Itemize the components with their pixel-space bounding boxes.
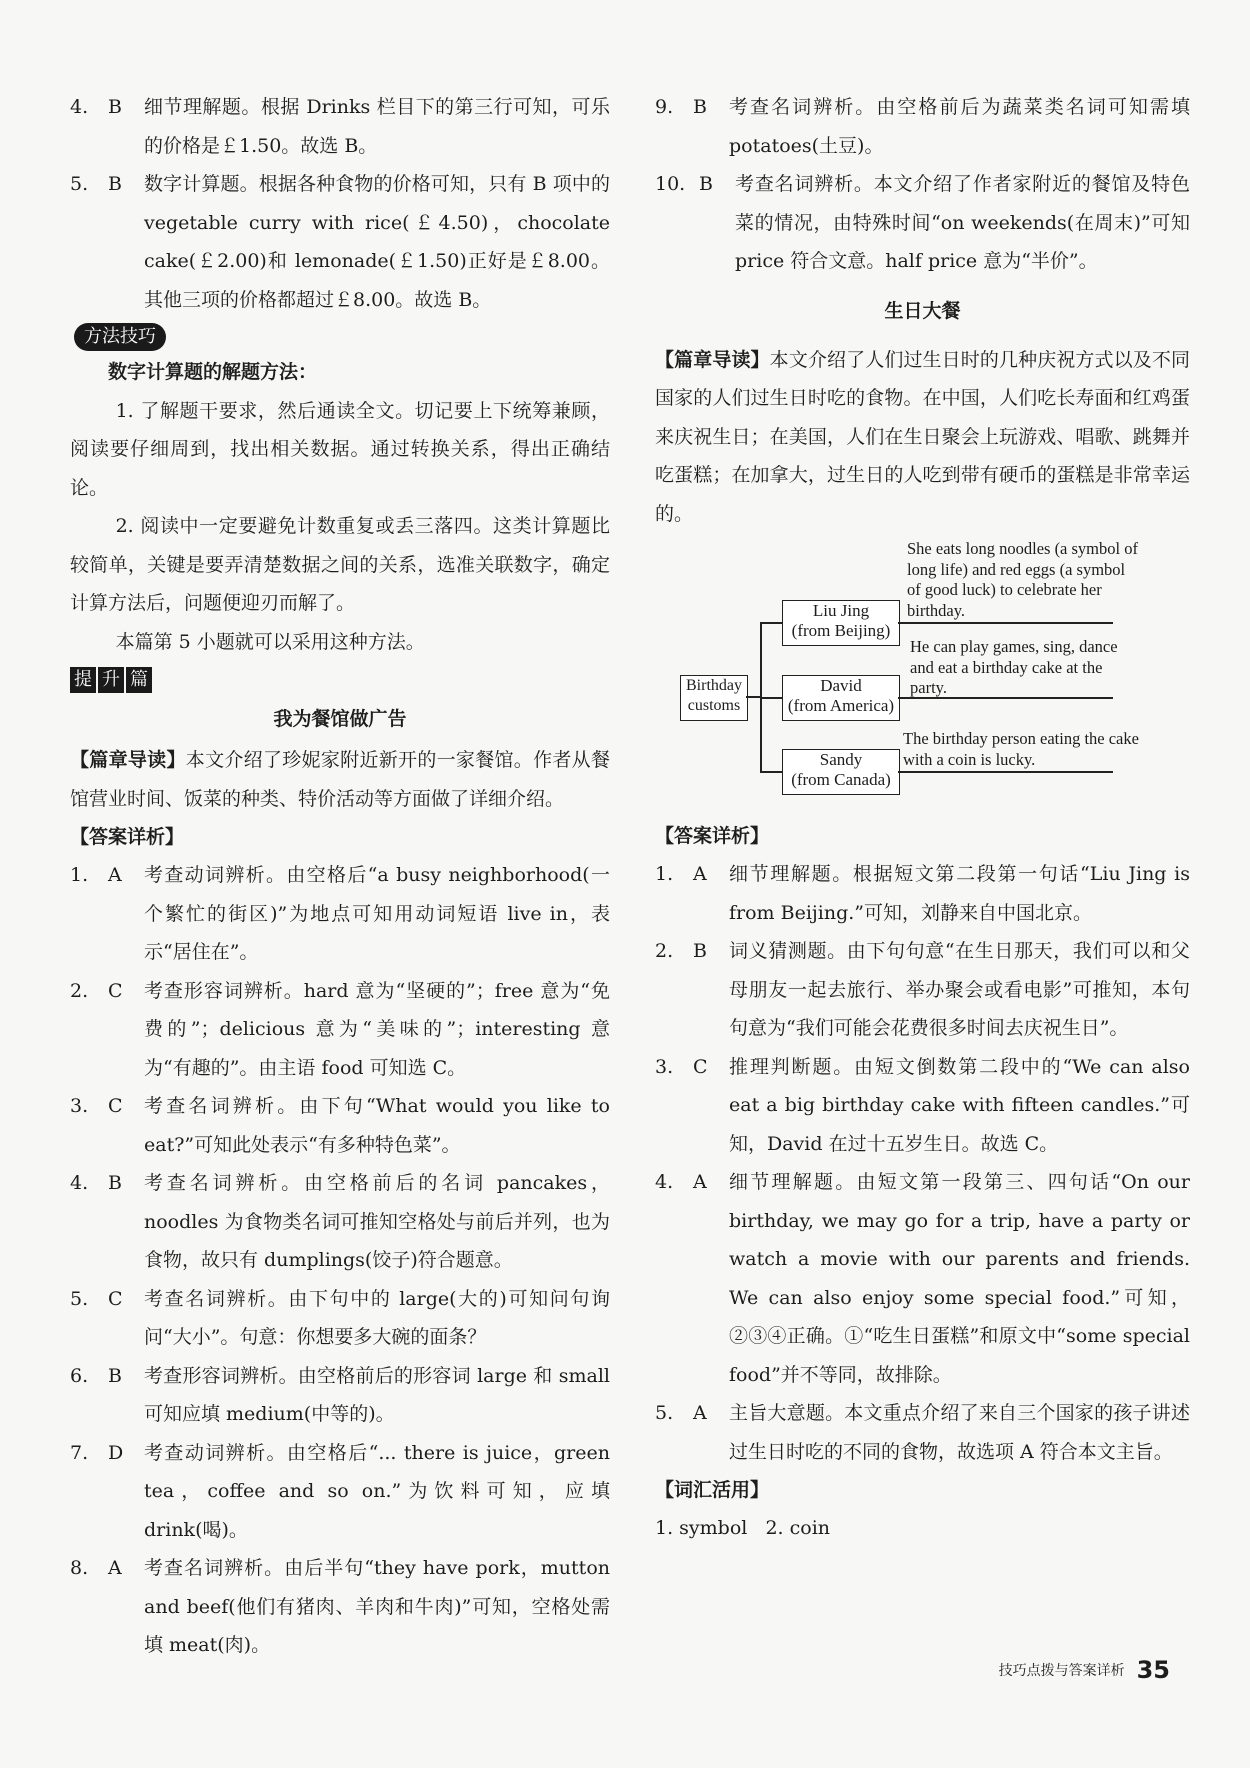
item-text: 考查名词辨析。由空格前后为蔬菜类名词可知需填 potatoes(土豆)。 (729, 96, 1190, 157)
item-number: 8. (70, 1557, 89, 1579)
item-number: 5. (70, 1287, 89, 1310)
node-origin: (from Canada) (791, 770, 891, 789)
intro-label: 【篇章导读】 (655, 348, 770, 371)
item-number: 1. (70, 864, 89, 886)
connector-line (898, 622, 1113, 624)
item-text: 考查名词辨析。由空格前后的名词 pancakes，noodles 为食物类名词可推知空格处与前后并列，也为食物，故只有 dumplings(饺子)符合题意。 (144, 1172, 610, 1271)
footer-label: 技巧点拨与答案详析 (998, 1663, 1125, 1679)
article-title: 我为餐馆做广告 (273, 708, 407, 730)
item-number: 3. (70, 1095, 89, 1117)
item-number: 4. (70, 96, 89, 118)
item-answer: B (108, 173, 122, 195)
item-number: 3. (655, 1055, 674, 1078)
item-number: 5. (655, 1402, 674, 1424)
item-number: 2. (655, 940, 674, 962)
page-footer (999, 1656, 1170, 1684)
item-answer: B (108, 1172, 122, 1194)
item-text: 考查形容词辨析。hard 意为“坚硬的”；free 意为“免费的”；delicious 意为“美味的”；interesting 意为“有趣的”。由主语 food 可知选 C。 (144, 979, 610, 1079)
item-answer: C (108, 1287, 123, 1310)
diagram-node-david (782, 675, 900, 721)
tips-title: 数字计算题的解题方法： (108, 361, 318, 383)
answer-item (70, 1280, 610, 1357)
item-text: 考查名词辨析。本文介绍了作者家附近的餐馆及特色菜的情况，由特殊时间“on weekends(在周末)”可知 price 符合文意。half price 意为“半价”。 (735, 173, 1190, 272)
node-origin: (from America) (787, 696, 895, 715)
answer-item (70, 1087, 610, 1164)
tips-paragraph: 2. 阅读中一定要避免计数重复或丢三落四。这类计算题比较简单，关键是要弄清楚数据之间的关系，选准关联数字，确定计算方法后，问题便迎刃而解了。 (70, 515, 610, 614)
item-answer: B (699, 173, 713, 195)
intro-text: 本文介绍了珍妮家附近新开的一家餐馆。作者从餐馆营业时间、饭菜的种类、特价活动等方面做了详细介绍。 (70, 749, 610, 810)
right-column (655, 88, 1190, 1548)
item-answer: C (693, 1055, 708, 1078)
intro-paragraph (655, 341, 1190, 534)
answer-item (70, 972, 610, 1088)
item-text: 考查名词辨析。由下句中的 large(大的)可知问句询问“大小”。句意：你想要多大碗的面条？ (144, 1287, 610, 1348)
item-number: 5. (70, 173, 89, 195)
article-title: 生日大餐 (884, 299, 961, 322)
item-answer: A (693, 863, 707, 885)
node-origin: (from Beijing) (791, 621, 891, 640)
connector-line (760, 622, 782, 624)
node-name: Sandy (819, 750, 863, 769)
item-number: 7. (70, 1441, 89, 1464)
item-number: 1. (655, 863, 674, 885)
item-text: 考查名词辨析。由后半句“they have pork，mutton and beef(他们有猪肉、羊肉和牛肉)”可知，空格处需填 meat(肉)。 (144, 1557, 610, 1656)
item-answer: B (108, 1364, 122, 1387)
intro-label: 【篇章导读】 (70, 749, 186, 771)
item-number: 4. (70, 1172, 89, 1194)
item-number: 6. (70, 1364, 89, 1387)
answer-item (655, 88, 1190, 165)
item-text: 考查形容词辨析。由空格前后的形容词 large 和 small 可知应填 medium(中等的)。 (144, 1364, 610, 1425)
item-number: 2. (70, 979, 89, 1002)
connector-line (760, 771, 782, 773)
tips-paragraph: 本篇第 5 小题就可以采用这种方法。 (115, 630, 425, 653)
level-char: 提 (70, 667, 96, 693)
item-text: 主旨大意题。本文重点介绍了来自三个国家的孩子讲述过生日时吃的不同的食物，故选项 A 符合本文主旨。 (729, 1402, 1190, 1463)
item-text: 细节理解题。根据 Drinks 栏目下的第三行可知，可乐的价格是￡1.50。故选 B。 (144, 96, 610, 157)
level-badge (70, 667, 154, 693)
answer-item (655, 932, 1190, 1048)
level-char: 升 (98, 667, 124, 693)
connector-line (898, 771, 1113, 773)
diagram-root: Birthday customs (680, 675, 748, 721)
item-text: 数字计算题。根据各种食物的价格可知，只有 B 项中的 vegetable curry with rice(￡4.50)，chocolate cake(￡2.00)和 lemonade(￡1.50)正好是￡8.00。其他三项的价格都超过￡8.00。故选 B。 (144, 173, 610, 311)
diagram-node-sandy (782, 749, 900, 795)
item-number: 10. (655, 173, 686, 195)
item-answer: C (108, 1095, 123, 1117)
item-answer: A (693, 1171, 707, 1193)
item-answer: B (693, 96, 707, 118)
item-text: 考查名词辨析。由下句“What would you like to eat?”可知此处表示“有多种特色菜”。 (144, 1095, 610, 1156)
answer-item (70, 1164, 610, 1280)
connector-line (760, 697, 782, 699)
item-number: 4. (655, 1171, 674, 1193)
answer-item (655, 1163, 1190, 1394)
node-name: David (820, 676, 862, 695)
item-answer: D (108, 1441, 124, 1464)
intro-text: 本文介绍了人们过生日时的几种庆祝方式以及不同国家的人们过生日时吃的食物。在中国，人们吃长寿面和红鸡蛋来庆祝生日；在美国，人们在生日聚会上玩游戏、唱歌、跳舞并吃蛋糕；在加拿大，过生日的人吃到带有硬币的蛋糕是非常幸运的。 (655, 348, 1190, 525)
page-number: 35 (1136, 1656, 1170, 1684)
item-text: 推理判断题。由短文倒数第二段中的“We can also eat a big birthday cake with fifteen candles.”可知，David 在过十五岁生日。故选 C。 (729, 1055, 1190, 1155)
item-text: 词义猜测题。由下句句意“在生日那天，我们可以和父母朋友一起去旅行、举办聚会或看电影”可推知，本句句意为“我们可能会花费很多时间去庆祝生日”。 (729, 940, 1190, 1039)
answer-item (70, 856, 610, 972)
diagram-node-liu-jing (782, 600, 900, 646)
item-text: 细节理解题。根据短文第二段第一句话“Liu Jing is from Beijing.”可知，刘静来自中国北京。 (729, 863, 1190, 924)
answers-label: 【答案详析】 (70, 826, 185, 848)
item-answer: A (108, 864, 122, 886)
answer-item (655, 165, 1190, 281)
birthday-customs-diagram (655, 537, 1190, 817)
answer-item (655, 1394, 1190, 1471)
item-text: 考查动词辨析。由空格后“a busy neighborhood(一个繁忙的街区)”为地点可知用动词短语 live in，表示“居住在”。 (144, 864, 610, 963)
connector-line (746, 696, 760, 698)
item-text: 考查动词辨析。由空格后“... there is juice，green tea，coffee and so on.”为饮料可知，应填 drink(喝)。 (144, 1441, 610, 1541)
tips-badge: 方法技巧 (74, 323, 166, 351)
item-text: 细节理解题。由短文第一段第三、四句话“On our birthday, we may go for a trip, have a party or watch a movie with our parents and friends. We can also enjoy some special food.”可知，②③④正确。①“吃生日蛋糕”和原文中“some special food”并不等同，故排除。 (729, 1171, 1190, 1386)
answer-item (655, 1048, 1190, 1164)
answer-item (655, 855, 1190, 932)
intro-paragraph (70, 741, 610, 818)
node-description: He can play games, sing, dance and eat a birthday cake at the party. (910, 637, 1118, 697)
item-answer: A (693, 1402, 707, 1424)
item-answer: A (108, 1557, 122, 1579)
node-name: Liu Jing (812, 601, 870, 620)
item-answer: B (108, 96, 122, 118)
tips-paragraph: 1. 了解题干要求，然后通读全文。切记要上下统筹兼顾，阅读要仔细周到，找出相关数据。通过转换关系，得出正确结论。 (70, 399, 610, 499)
answer-item (70, 165, 610, 319)
answer-item (70, 1434, 610, 1550)
node-description: She eats long noodles (a symbol of long life) and red eggs (a symbol of good luck) to celebrate her birthday. (907, 539, 1138, 620)
left-column (70, 88, 610, 1665)
item-answer: C (108, 979, 123, 1002)
item-number: 9. (655, 96, 674, 118)
answer-item (70, 1549, 610, 1665)
level-char: 篇 (126, 667, 152, 693)
answer-item (70, 88, 610, 165)
node-description: The birthday person eating the cake with a coin is lucky. (903, 729, 1139, 769)
vocab-label: 【词汇活用】 (655, 1479, 770, 1501)
vocab-answers: 1. symbol 2. coin (655, 1517, 831, 1539)
answer-item (70, 1357, 610, 1434)
answers-label: 【答案详析】 (655, 825, 770, 847)
item-answer: B (693, 940, 707, 962)
